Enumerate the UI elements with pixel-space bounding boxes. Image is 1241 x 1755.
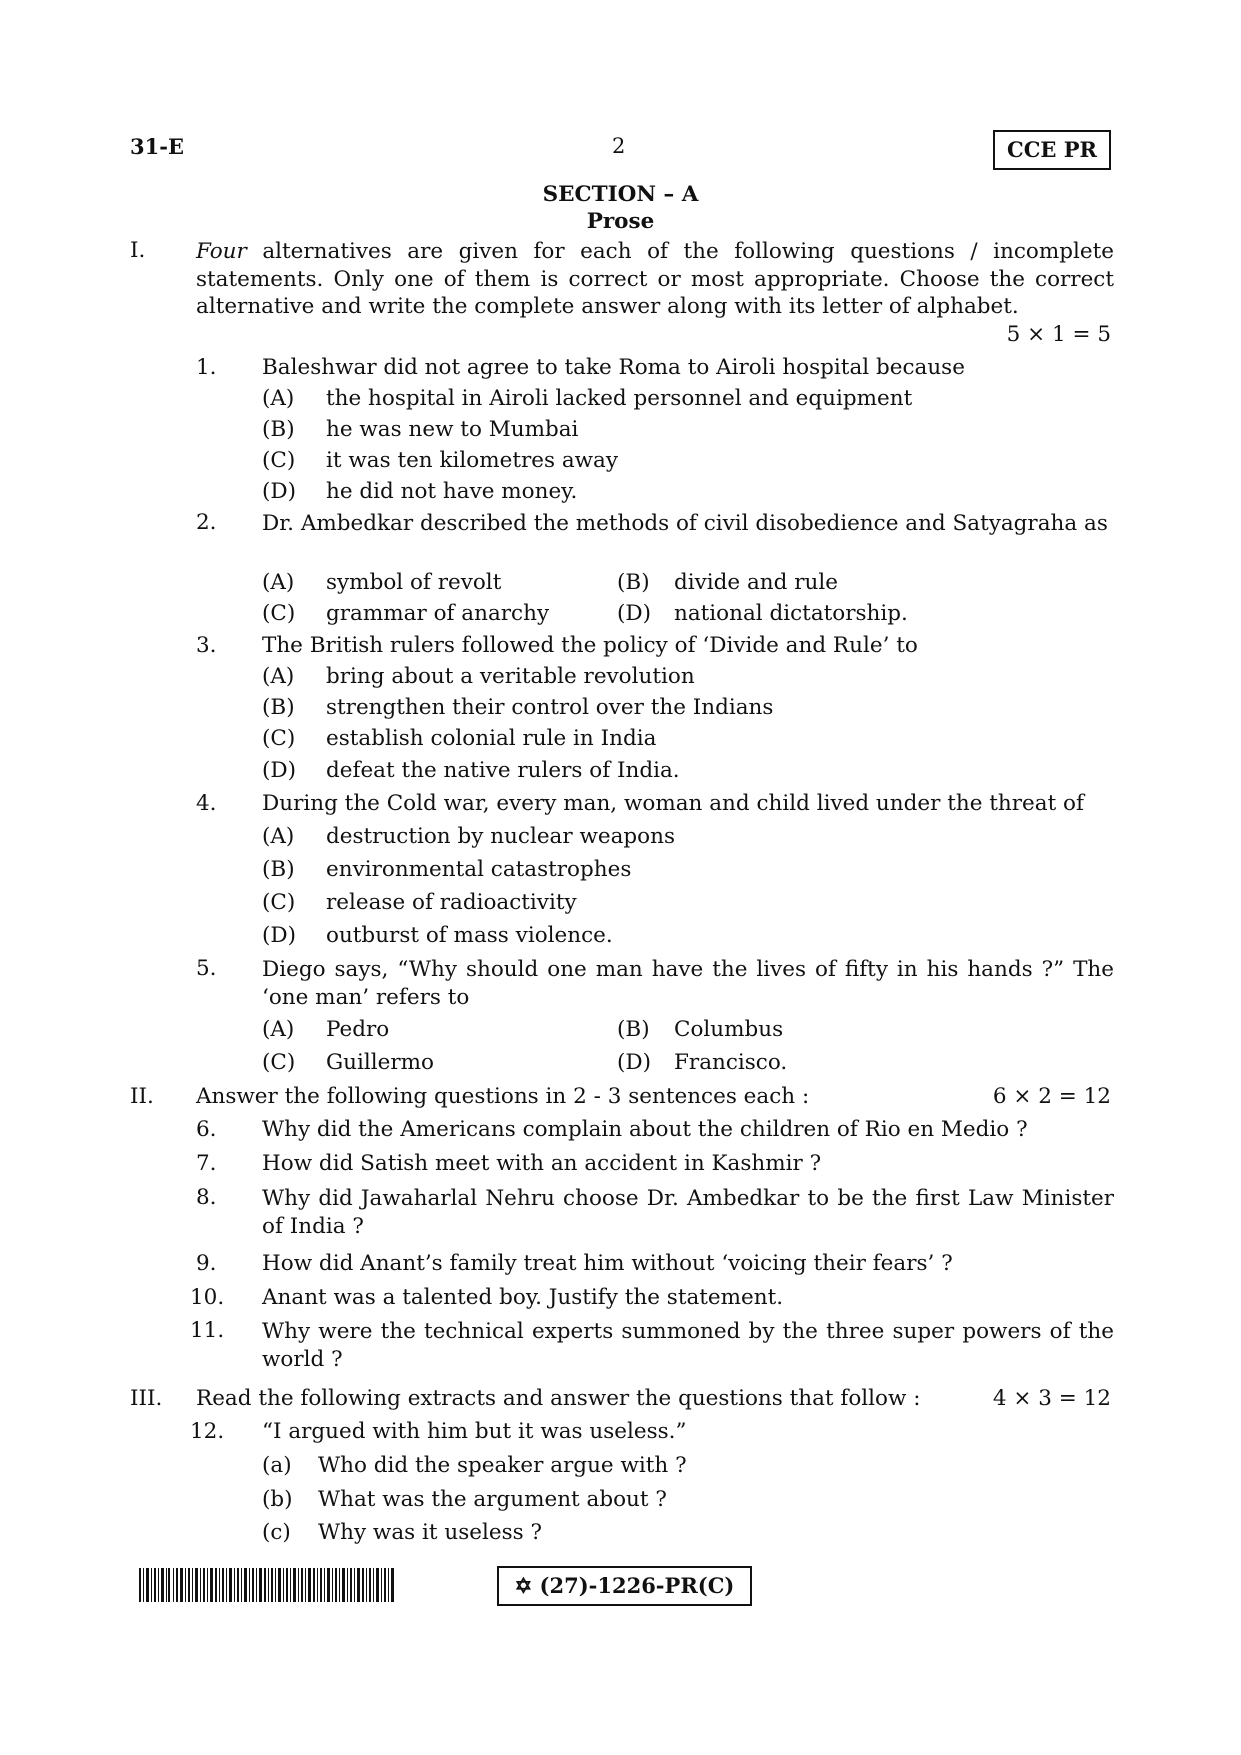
- option-label: (C): [262, 890, 296, 915]
- option-text: Columbus: [674, 1017, 784, 1042]
- question-number: 6.: [196, 1117, 217, 1142]
- option-label: (D): [617, 1050, 652, 1075]
- section-title: SECTION – A: [542, 182, 699, 207]
- question-number: 12.: [190, 1419, 225, 1444]
- option-text: it was ten kilometres away: [326, 448, 619, 473]
- option-text: release of radioactivity: [326, 890, 577, 915]
- page-number: 2: [612, 134, 626, 158]
- option-label: (C): [262, 448, 296, 473]
- question-text: During the Cold war, every man, woman and child lived under the threat of: [262, 791, 1084, 816]
- option-text: defeat the native rulers of India.: [326, 758, 680, 783]
- part-1-numeral: I.: [130, 238, 146, 263]
- option-label: (A): [262, 664, 295, 689]
- question-number: 5.: [196, 956, 217, 981]
- sub-text: What was the argument about ?: [318, 1487, 667, 1512]
- sub-label: (c): [262, 1520, 291, 1545]
- part-1-marks: 5 × 1 = 5: [1006, 322, 1111, 347]
- option-text: strengthen their control over the Indians: [326, 695, 774, 720]
- option-label: (C): [262, 726, 296, 751]
- question-text: How did Anant’s family treat him without ‘voicing their fears’ ?: [262, 1251, 953, 1276]
- option-label: (D): [262, 479, 297, 504]
- question-number: 11.: [190, 1318, 225, 1343]
- question-number: 4.: [196, 791, 217, 816]
- question-number: 9.: [196, 1251, 217, 1276]
- instruction-lead: Four: [196, 239, 247, 264]
- option-label: (C): [262, 601, 296, 626]
- option-text: he did not have money.: [326, 479, 578, 504]
- option-text: bring about a veritable revolution: [326, 664, 695, 689]
- question-paper-code: [497, 1566, 752, 1606]
- question-text: Dr. Ambedkar described the methods of civil disobedience and Satyagraha as: [262, 511, 1108, 536]
- question-number: 3.: [196, 633, 217, 658]
- question-number: 8.: [196, 1185, 217, 1210]
- question-text: “I argued with him but it was useless.”: [262, 1419, 687, 1444]
- option-text: Guillermo: [326, 1050, 434, 1075]
- option-text: Pedro: [326, 1017, 390, 1042]
- option-label: (C): [262, 1050, 296, 1075]
- question-text: Why did the Americans complain about the children of Rio en Medio ?: [262, 1117, 1028, 1142]
- option-text: destruction by nuclear weapons: [326, 824, 676, 849]
- option-label: (D): [262, 923, 297, 948]
- option-text: grammar of anarchy: [326, 601, 550, 626]
- paper-code: 31-E: [130, 134, 184, 159]
- instruction-rest: alternatives are given for each of the following questions / incomplete statements. Only one of them is correct or most appropriate. Choose the correct alternative and write the complete answer along with its letter of alphabet.: [196, 239, 1114, 319]
- part-2-instruction: Answer the following questions in 2 - 3 sentences each :: [196, 1084, 810, 1109]
- part-2-marks: 6 × 2 = 12: [992, 1084, 1111, 1109]
- option-label: (B): [617, 1017, 650, 1042]
- option-label: (B): [262, 417, 295, 442]
- question-text: Diego says, “Why should one man have the lives of fifty in his hands ?” The ‘one man’ refers to: [262, 957, 1114, 1010]
- paper-code-text: (27)-1226-PR(C): [539, 1573, 735, 1598]
- option-label: (B): [617, 570, 650, 595]
- option-text: the hospital in Airoli lacked personnel and equipment: [326, 386, 913, 411]
- part-3-marks: 4 × 3 = 12: [992, 1386, 1111, 1411]
- option-label: (D): [617, 601, 652, 626]
- question-text: Baleshwar did not agree to take Roma to Airoli hospital because: [262, 355, 965, 380]
- section-subtitle: Prose: [586, 209, 655, 234]
- option-text: symbol of revolt: [326, 570, 502, 595]
- sub-text: Who did the speaker argue with ?: [318, 1453, 687, 1478]
- question-number: 2.: [196, 510, 217, 535]
- question-number: 1.: [196, 355, 217, 380]
- barcode: [139, 1568, 395, 1602]
- question-text: Why were the technical experts summoned by the three super powers of the world ?: [262, 1319, 1114, 1372]
- option-label: (D): [262, 758, 297, 783]
- question-text: How did Satish meet with an accident in Kashmir ?: [262, 1151, 822, 1176]
- option-label: (B): [262, 695, 295, 720]
- sub-label: (a): [262, 1453, 292, 1478]
- option-text: Francisco.: [674, 1050, 788, 1075]
- option-text: divide and rule: [674, 570, 838, 595]
- option-label: (B): [262, 857, 295, 882]
- part-3-instruction: Read the following extracts and answer the questions that follow :: [196, 1386, 921, 1411]
- question-text: Anant was a talented boy. Justify the statement.: [262, 1285, 784, 1310]
- question-text: Why did Jawaharlal Nehru choose Dr. Ambedkar to be the first Law Minister of India ?: [262, 1186, 1114, 1239]
- part-2-numeral: II.: [130, 1084, 154, 1109]
- option-label: (A): [262, 824, 295, 849]
- cce-badge: CCE PR: [993, 130, 1111, 170]
- option-label: (A): [262, 1017, 295, 1042]
- option-text: outburst of mass violence.: [326, 923, 613, 948]
- option-label: (A): [262, 570, 295, 595]
- question-text: The British rulers followed the policy of ‘Divide and Rule’ to: [262, 633, 918, 658]
- option-text: environmental catastrophes: [326, 857, 632, 882]
- option-label: (A): [262, 386, 295, 411]
- sub-label: (b): [262, 1487, 293, 1512]
- question-number: 10.: [190, 1285, 225, 1310]
- option-text: national dictatorship.: [674, 601, 908, 626]
- part-1-instruction: [196, 238, 1114, 321]
- option-text: he was new to Mumbai: [326, 417, 579, 442]
- star-of-david-icon: ✡: [514, 1573, 533, 1598]
- question-number: 7.: [196, 1151, 217, 1176]
- sub-text: Why was it useless ?: [318, 1520, 542, 1545]
- option-text: establish colonial rule in India: [326, 726, 657, 751]
- part-3-numeral: III.: [130, 1386, 163, 1411]
